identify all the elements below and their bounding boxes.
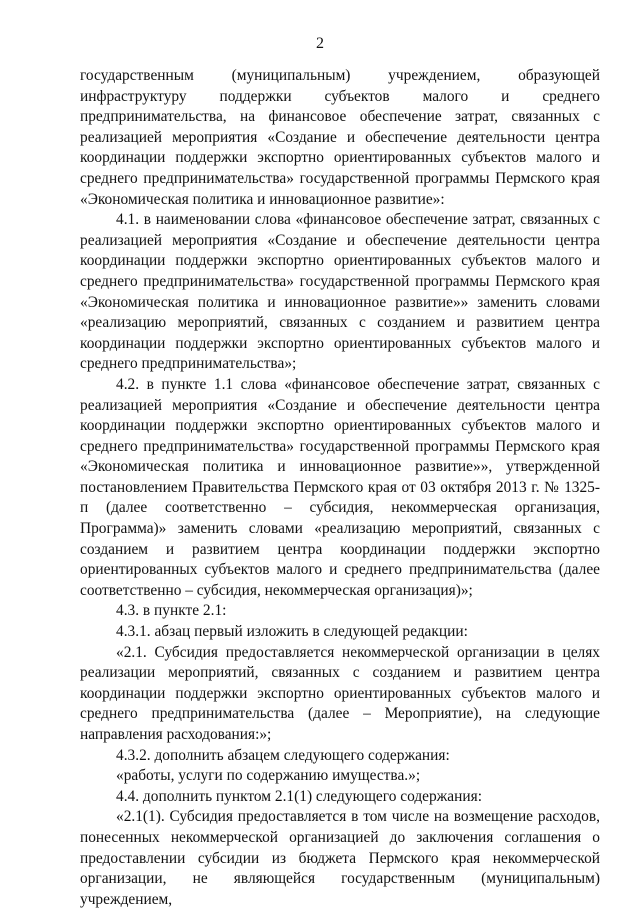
page-number: 2 <box>316 35 324 52</box>
paragraph-4-3-2: 4.3.2. дополнить абзацем следующего содержания: <box>116 746 450 764</box>
paragraph-4-4: 4.4. дополнить пунктом 2.1(1) следующего содержания: <box>116 787 482 805</box>
document-body <box>80 66 600 910</box>
paragraph-quote-2-1-1: «2.1(1). Субсидия предоставляется в том числе на возмещение расходов, понесенных некоммерческой организацией до заключения соглашения о предоставлении субсидии из бюджета Пермского края некоммерческой организации, не являющейся государственным (муниципальным) учреждением, <box>80 808 600 908</box>
paragraph-4-3-1: 4.3.1. абзац первый изложить в следующей редакции: <box>116 623 468 641</box>
paragraph-quote-works: «работы, услуги по содержанию имущества.»; <box>116 767 421 785</box>
paragraph-continuation: государственным (муниципальным) учреждением, образующей инфраструктуру поддержки субъектов малого и среднего предпринимательства, на финансовое обеспечение затрат, связанных с реализацией мероприятия «Создание и обеспечение деятельности центра координации поддержки экспортно ориентированных субъектов малого и среднего предпринимательства» государственной программы Пермского края «Экономическая политика и инновационное развитие»: <box>80 67 600 208</box>
paragraph-4-3: 4.3. в пункте 2.1: <box>116 602 227 620</box>
paragraph-4-2: 4.2. в пункте 1.1 слова «финансовое обеспечение затрат, связанных с реализацией мероприятия «Создание и обеспечение деятельности центра координации поддержки экспортно ориентированных субъектов малого и среднего предпринимательства» государственной программы Пермского края «Экономическая политика и инновационное развитие»», утвержденной постановлением Правительства Пермского края от 03 октября 2013 г. № 1325-п (далее соответственно – субсидия, некоммерческая организация, Программа)» заменить словами «реализацию мероприятий, связанных с созданием и развитием центра координации поддержки экспортно ориентированных субъектов малого и среднего предпринимательства (далее соответственно – субсидия, некоммерческая организация)»; <box>80 375 600 599</box>
paragraph-4-1: 4.1. в наименовании слова «финансовое обеспечение затрат, связанных с реализацией мероприятия «Создание и обеспечение деятельности центра координации поддержки экспортно ориентированных субъектов малого и среднего предпринимательства» государственной программы Пермского края «Экономическая политика и инновационное развитие»» заменить словами «реализацию мероприятий, связанных с созданием и развитием центра координации поддержки экспортно ориентированных субъектов малого и среднего предпринимательства»; <box>80 211 600 373</box>
paragraph-quote-2-1: «2.1. Субсидия предоставляется некоммерческой организации в целях реализации мероприятий, связанных с созданием и развитием центра координации поддержки экспортно ориентированных субъектов малого и среднего предпринимательства (далее – Мероприятие), на следующие направления расходования:»; <box>80 643 600 743</box>
